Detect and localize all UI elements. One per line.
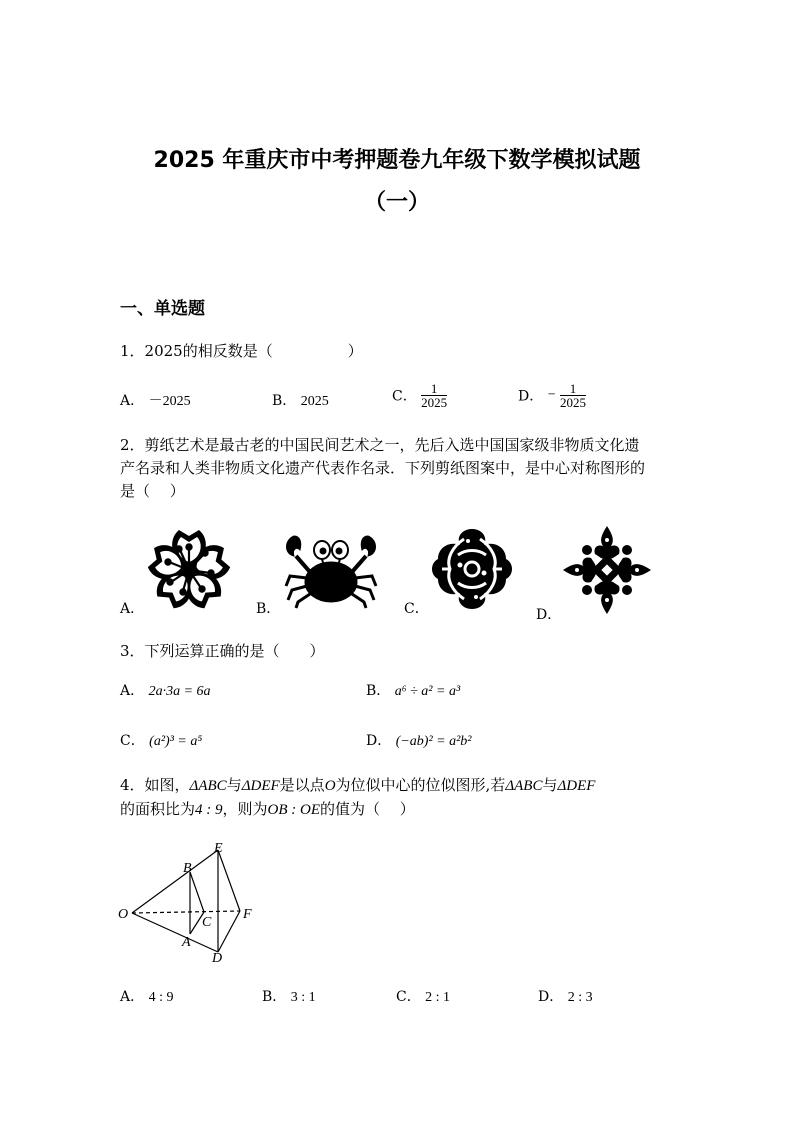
stem-text: ，则为 xyxy=(222,800,268,818)
math-ob-oe: OB : OE xyxy=(267,802,321,818)
label-o: O xyxy=(118,907,129,922)
stem-text: 是以点 xyxy=(279,776,325,794)
math-triangle-def: ΔDEF xyxy=(557,778,596,794)
fraction-numerator: 1 xyxy=(421,382,447,396)
q1-option-c[interactable] xyxy=(392,382,447,409)
option-label: B． xyxy=(262,989,287,1005)
math-ratio: 4 : 9 xyxy=(195,802,223,818)
minus-sign: − xyxy=(547,387,556,403)
q1-option-b[interactable] xyxy=(272,390,329,410)
stem-line: 2．剪纸艺术是最古老的中国民间艺术之一，先后入选中国国家级非物质文化遗 xyxy=(120,436,640,454)
option-text: 4 : 9 xyxy=(148,990,174,1005)
cherry-blossom-papercut-icon xyxy=(143,527,235,613)
question-3-stem: 3．下列运算正确的是（ ） xyxy=(120,642,325,660)
q3-option-b[interactable] xyxy=(366,680,460,700)
q3-option-c[interactable] xyxy=(120,730,202,750)
label-e: E xyxy=(214,841,223,856)
q4-option-c[interactable] xyxy=(396,986,450,1006)
option-text: 2025 xyxy=(300,394,329,409)
label-f: F xyxy=(243,907,252,922)
exam-title-line2: （一） xyxy=(363,190,430,215)
label-b: B xyxy=(183,861,192,876)
option-label: A． xyxy=(120,683,145,699)
q2-option-d-label[interactable]: D． xyxy=(536,607,562,623)
question-1-stem: 1．2025的相反数是（ ） xyxy=(120,342,363,360)
q2-option-a-label[interactable]: A． xyxy=(120,601,145,617)
option-label: C． xyxy=(392,388,417,405)
crab-papercut-icon xyxy=(282,530,380,610)
math-triangle-abc: ΔABC xyxy=(505,778,543,794)
stem-text: 为位似中心的位似图形,若 xyxy=(335,776,506,794)
fraction-denominator: 2025 xyxy=(560,395,587,410)
fraction xyxy=(560,382,586,409)
label-d: D xyxy=(212,951,223,964)
label-a: A xyxy=(182,935,191,950)
option-formula: (a²)³ = a⁵ xyxy=(149,734,203,749)
option-formula: 2a·3a = 6a xyxy=(148,684,211,699)
stem-line xyxy=(120,798,700,822)
option-label: D． xyxy=(366,733,392,749)
q3-option-a[interactable] xyxy=(120,680,211,700)
stem-text: 4．如图， xyxy=(120,776,190,794)
fleur-cross-papercut-icon xyxy=(562,525,652,615)
stem-line: 是（ ） xyxy=(120,482,185,500)
option-label: B． xyxy=(272,393,297,409)
q1-option-a[interactable] xyxy=(120,390,191,410)
option-text: 2 : 1 xyxy=(425,990,451,1005)
option-label: D． xyxy=(518,388,544,405)
option-text: －2025 xyxy=(148,394,191,409)
section-heading-single-choice: 一、单选题 xyxy=(120,299,205,319)
exam-title-line1: 2025 年重庆市中考押题卷九年级下数学模拟试题 xyxy=(153,148,641,173)
fraction xyxy=(421,382,447,409)
math-triangle-def: ΔDEF xyxy=(241,778,280,794)
stem-text: 的值为（ ） xyxy=(320,800,415,818)
math-point-o: O xyxy=(324,778,336,794)
q4-option-d[interactable] xyxy=(538,986,593,1006)
stem-text: 与 xyxy=(542,776,558,794)
q3-option-d[interactable] xyxy=(366,730,472,750)
option-label: C． xyxy=(396,989,421,1005)
label-c: C xyxy=(202,915,212,930)
option-text: 3 : 1 xyxy=(290,990,316,1005)
option-label: A． xyxy=(120,989,145,1005)
q2-option-b-label[interactable]: B． xyxy=(256,601,281,617)
q4-option-a[interactable] xyxy=(120,986,173,1006)
option-label: B． xyxy=(366,683,391,699)
fraction-numerator: 1 xyxy=(560,382,586,396)
question-2-stem xyxy=(120,434,680,503)
stem-text: 与 xyxy=(226,776,242,794)
option-formula: (−ab)² = a²b² xyxy=(395,734,472,749)
question-4-stem xyxy=(120,774,700,822)
ornament-papercut-icon xyxy=(428,525,516,613)
option-label: C． xyxy=(120,733,145,749)
fraction-denominator: 2025 xyxy=(421,395,448,410)
q1-option-d[interactable] xyxy=(518,382,586,409)
stem-text: 的面积比为 xyxy=(120,800,196,818)
stem-line: 产名录和人类非物质文化遗产代表作名录．下列剪纸图案中，是中心对称图形的 xyxy=(120,459,646,477)
option-label: D． xyxy=(538,989,564,1005)
homothety-triangles-figure xyxy=(116,838,266,964)
option-formula: a⁶ ÷ a² = a³ xyxy=(394,684,461,699)
math-triangle-abc: ΔABC xyxy=(189,778,227,794)
q4-option-b[interactable] xyxy=(262,986,316,1006)
q2-option-c-label[interactable]: C． xyxy=(404,601,429,617)
option-text: 2 : 3 xyxy=(567,990,593,1005)
stem-line xyxy=(120,774,700,798)
option-label: A． xyxy=(120,393,145,409)
